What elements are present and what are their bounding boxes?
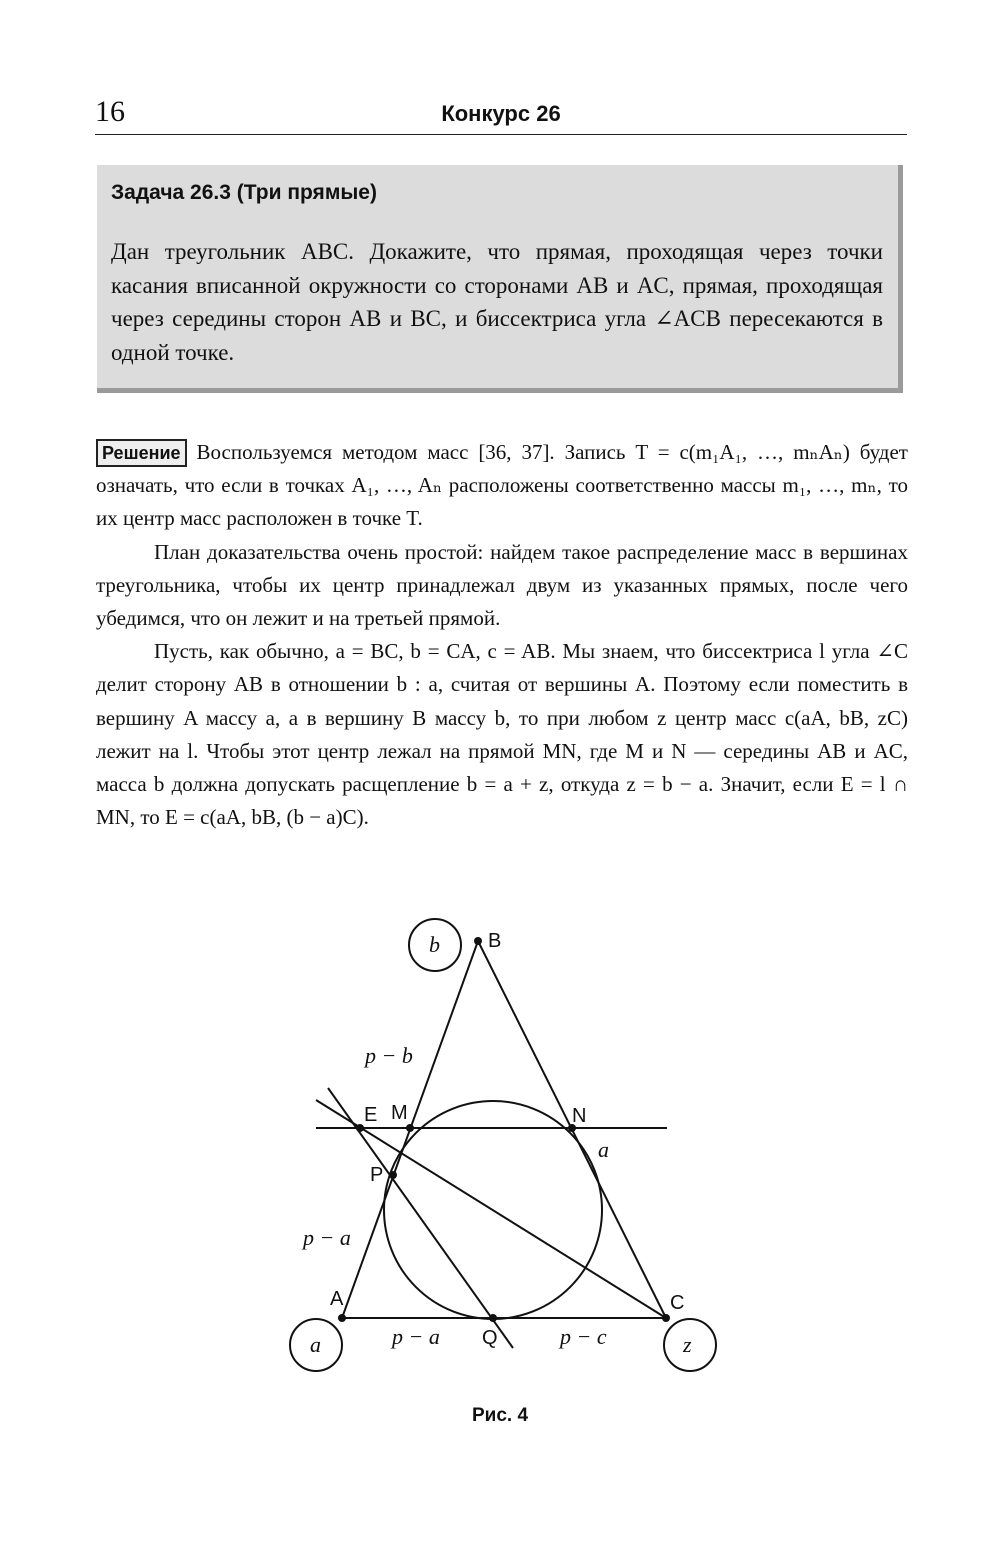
solution-paragraph-3: Пусть, как обычно, a = BC, b = CA, c = AB. Мы знаем, что биссектриса l угла ∠C делит сторону AB в отношении b : a, считая от вершины A. Поэтому если поместить в вершину A массу a, а в вершину B массу b, то при любом z центр масс c(aA, bB, zC) лежит на l. Чтобы этот центр лежал на прямой MN, где M и N — середины AB и AC, масса b должна допускать расщепление b = a + z, откуда z = b − a. Значит, если E = l ∩ MN, то E = c(aA, bB, (b − a)C).: [96, 639, 908, 830]
segment-pa-base-label: p − a: [392, 1324, 440, 1349]
segment-pb-label: p − b: [365, 1043, 413, 1068]
point-e-dot: [356, 1124, 364, 1132]
label-m: M: [391, 1102, 408, 1124]
label-p: P: [370, 1164, 384, 1186]
solution-paragraph-2: План доказательства очень простой: найдем такое распределение масс в вершинах треугольника, чтобы их центр принадлежал двум из указанных прямых, после чего убедимся, что он лежит и на третьей прямой.: [96, 539, 908, 631]
point-c-dot: [662, 1314, 670, 1322]
label-q: Q: [482, 1327, 498, 1349]
label-a: A: [330, 1288, 344, 1310]
label-n: N: [572, 1105, 587, 1127]
segment-pc-label: p − c: [560, 1324, 607, 1349]
mass-z-label: z: [683, 1332, 692, 1357]
figure-triangle: [270, 895, 740, 1405]
problem-box: [97, 165, 903, 393]
label-c: C: [670, 1292, 685, 1314]
header-rule: [95, 134, 907, 135]
mass-a-label: a: [310, 1332, 321, 1357]
point-p-dot: [389, 1171, 397, 1179]
figure-caption: Рис. 4: [471, 1405, 529, 1426]
page-header: [95, 95, 907, 135]
bisector-c: [316, 1100, 666, 1318]
segment-pa-side-label: p − a: [303, 1225, 351, 1250]
segment-a-label: a: [598, 1137, 609, 1162]
label-b: B: [488, 930, 502, 952]
page-number: 16: [95, 95, 125, 128]
problem-title: Задача 26.3 (Три прямые): [111, 181, 377, 204]
solution-paragraph-1: [96, 436, 908, 536]
point-b-dot: [474, 937, 482, 945]
solution-section: [96, 436, 908, 834]
solution-paragraph-1-text: Воспользуемся методом масс [36, 37]. Запись T = c(m₁A₁, …, mₙAₙ) будет означать, что если в точках A₁, …, Aₙ расположены соответственно массы m₁, …, mₙ, то их центр масс расположен в точке T.: [96, 440, 908, 531]
problem-statement: Дан треугольник ABC. Докажите, что прямая, проходящая через точки касания вписанной окружности со сторонами AB и AC, прямая, проходящая через середины сторон AB и BC, и биссектриса угла ∠ACB пересекаются в одной точке.: [111, 239, 883, 365]
running-title: Конкурс 26: [441, 101, 561, 126]
solution-label: Решение: [96, 439, 187, 467]
mass-b-label: b: [429, 932, 440, 957]
figure-svg: [270, 895, 740, 1405]
point-m-dot: [406, 1124, 414, 1132]
point-a-dot: [338, 1314, 346, 1322]
label-e: E: [364, 1104, 378, 1126]
point-q-dot: [489, 1314, 497, 1322]
